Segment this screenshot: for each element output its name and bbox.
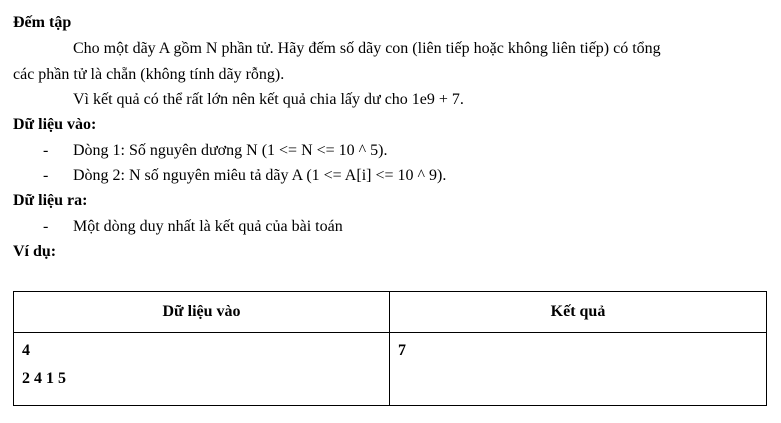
input-item-1-bullet: - (43, 142, 49, 159)
example-table (13, 291, 767, 406)
example-output-cell (390, 333, 767, 406)
statement-line-1: Cho một dãy A gồm N phần tử. Hãy đếm số dãy con (liên tiếp hoặc không liên tiếp) có tổng (73, 40, 661, 57)
output-heading: Dữ liệu ra: (13, 192, 88, 209)
input-item-1: Dòng 1: Số nguyên dương N (1 <= N <= 10 ^ 5). (73, 142, 388, 159)
example-output-line-1: 7 (398, 342, 406, 359)
statement-line-3: Vì kết quả có thể rất lớn nên kết quả chia lấy dư cho 1e9 + 7. (73, 91, 464, 108)
input-heading: Dữ liệu vào: (13, 116, 97, 133)
example-table-row (14, 333, 767, 406)
output-item-1: Một dòng duy nhất là kết quả của bài toán (73, 218, 343, 235)
output-item-1-bullet: - (43, 218, 49, 235)
example-input-cell (14, 333, 390, 406)
output-column-header: Kết quả (390, 292, 767, 333)
example-input-line-2: 2 4 1 5 (22, 370, 66, 387)
input-item-2: Dòng 2: N số nguyên miêu tả dãy A (1 <= A[i] <= 10 ^ 9). (73, 167, 447, 184)
example-input-line-1: 4 (22, 342, 30, 359)
input-column-header: Dữ liệu vào (14, 292, 390, 333)
problem-title: Đếm tập (13, 14, 72, 31)
example-table-header-row (14, 292, 767, 333)
example-heading: Ví dụ: (13, 243, 57, 260)
input-item-2-bullet: - (43, 167, 49, 184)
statement-line-2: các phần tử là chẵn (không tính dãy rỗng). (13, 66, 285, 83)
